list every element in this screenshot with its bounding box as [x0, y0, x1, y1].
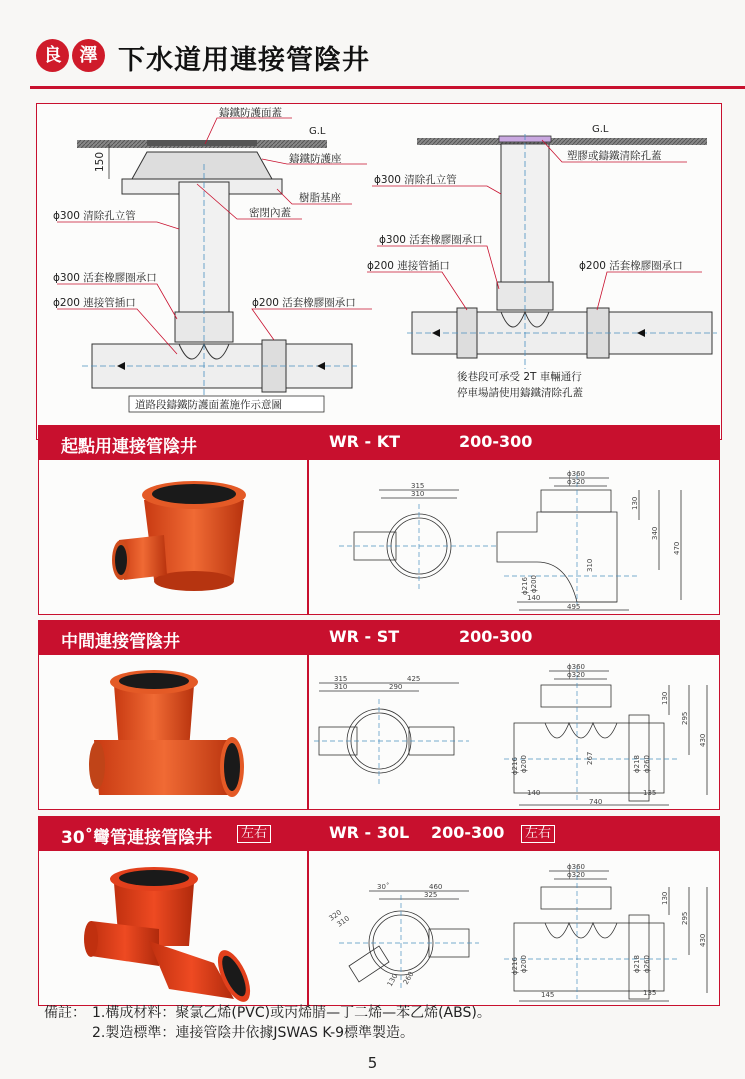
label-riser-right: ϕ300 清除孔立管 [374, 174, 457, 186]
dim-st-290: 290 [389, 683, 403, 691]
product-name-st: 中間連接管陰井 [61, 632, 180, 652]
dim-kt-495: 495 [567, 603, 581, 611]
dim-st-740: 740 [589, 798, 603, 806]
dim-30l-130b: 130 [385, 972, 400, 988]
label-cover: 鑄鐵防護面蓋 [219, 107, 282, 119]
product-name-kt: 起點用連接管陰井 [61, 437, 197, 457]
label-cap: 塑膠或鑄鐵清除孔蓋 [567, 150, 662, 162]
dim-st-430: 430 [699, 733, 707, 747]
note-2: 2.製造標準：連接管陰井依據JSWAS K-9標準製造。 [92, 1025, 415, 1041]
dim-30l-d200: ϕ200 [520, 955, 528, 973]
cast-iron-seat [132, 152, 272, 179]
dim-30l-30deg: 30˚ [377, 883, 390, 891]
drawing-30l [309, 851, 719, 1005]
dim-30l-135: 135 [643, 989, 657, 997]
dim-30l-310: 310 [335, 914, 352, 929]
note-1: 1.構成材料：聚氯乙烯(PVC)或丙烯腈—丁二烯—苯乙烯(ABS)。 [92, 1005, 491, 1021]
header-rule [30, 86, 745, 89]
product-code-30l: WR - 30L [329, 823, 410, 842]
dim-kt-d200: ϕ200 [530, 575, 538, 593]
label-seat: 鑄鐵防護座 [289, 153, 342, 165]
page-title: 下水道用連接管陰井 [118, 45, 370, 76]
dim-st-d200: ϕ200 [520, 755, 528, 773]
dim-kt-130: 130 [631, 496, 639, 510]
left-scene [53, 106, 372, 412]
dim-st-267: 267 [586, 751, 594, 765]
product-photo-kt [39, 460, 307, 614]
dim-30l-325: 325 [424, 891, 438, 899]
gl-label-right: G.L [592, 124, 609, 135]
dim-kt-d320: ϕ320 [567, 478, 585, 486]
product-size-30l: 200-300 [431, 823, 505, 842]
dim-st-d260: ϕ260 [643, 755, 651, 773]
label-riser-left: ϕ300 清除孔立管 [53, 210, 136, 222]
dim-st-130: 130 [661, 691, 669, 705]
caption-left: 道路段鑄鐵防護面蓋施作示意圖 [135, 399, 282, 411]
dim-st-425: 425 [407, 675, 421, 683]
label-socket200-left: ϕ200 活套橡膠圈承口 [252, 297, 356, 309]
dim-30l-d260: ϕ260 [643, 955, 651, 973]
dim-kt-315: 315 [411, 482, 425, 490]
product-card-30l [38, 816, 720, 1006]
dim-30l-d218: ϕ218 [633, 955, 641, 973]
dim-st-295: 295 [681, 711, 689, 725]
dim-30l-295: 295 [681, 911, 689, 925]
dim-st-d320: ϕ320 [567, 671, 585, 679]
dim-30l-260b: 260 [401, 970, 416, 986]
dim-st-d360: ϕ360 [567, 663, 585, 671]
dim-30l-d216: ϕ216 [511, 957, 519, 975]
notes-lead: 備註： [44, 1005, 86, 1021]
installation-diagram-svg [37, 104, 723, 441]
drawing-st [309, 655, 719, 809]
label-socket200-right: ϕ200 活套橡膠圈承口 [579, 260, 683, 272]
dim-kt-d216: ϕ216 [521, 577, 529, 595]
dim-30l-320: 320 [327, 908, 344, 923]
brand-mark-1: 良 [36, 39, 69, 72]
product-size-st: 200-300 [459, 627, 533, 646]
installation-diagram [36, 103, 722, 440]
dim-150: 150 [94, 151, 106, 172]
dim-30l-130: 130 [661, 891, 669, 905]
product-size-kt: 200-300 [459, 432, 533, 451]
product-header-kt [39, 426, 719, 460]
dim-30l-d360: ϕ360 [567, 863, 585, 871]
dim-30l-430: 430 [699, 933, 707, 947]
right-scene [367, 124, 717, 399]
lr-badge-code: 左右 [521, 825, 555, 843]
product-code-st: WR - ST [329, 627, 400, 646]
dim-kt-140: 140 [527, 594, 541, 602]
product-card-st [38, 620, 720, 810]
product-photo-30l [39, 851, 307, 1005]
dim-kt-340: 340 [651, 526, 659, 540]
dim-kt-310: 310 [411, 490, 425, 498]
product-code-kt: WR - KT [329, 432, 401, 451]
product-card-kt [38, 425, 720, 615]
dim-st-310: 310 [334, 683, 348, 691]
drawing-kt [309, 460, 719, 614]
dim-30l-460: 460 [429, 883, 443, 891]
lr-badge-name: 左右 [237, 825, 271, 843]
dim-30l-145: 145 [541, 991, 555, 999]
page-header [0, 0, 745, 92]
label-resin: 樹脂基座 [299, 192, 341, 204]
gl-label-left: G.L [309, 126, 326, 137]
product-photo-st [39, 655, 307, 809]
label-spigot200-left: ϕ200 連接管插口 [53, 297, 136, 309]
label-socket300-left: ϕ300 活套橡膠圈承口 [53, 272, 157, 284]
brand-mark-2: 澤 [72, 39, 105, 72]
dim-kt-470: 470 [673, 541, 681, 555]
dim-kt-310v: 310 [586, 558, 594, 572]
product-header-st [39, 621, 719, 655]
caption-right-1: 後巷段可承受 2T 車輛通行 [457, 371, 582, 383]
dim-st-d218: ϕ218 [633, 755, 641, 773]
label-spigot200-right: ϕ200 連接管插口 [367, 260, 450, 272]
dim-st-d216: ϕ216 [511, 757, 519, 775]
dim-st-135: 135 [643, 789, 657, 797]
label-socket300-right: ϕ300 活套橡膠圈承口 [379, 234, 483, 246]
dim-st-315: 315 [334, 675, 348, 683]
label-seal: 密閉內蓋 [249, 207, 291, 219]
notes [44, 1003, 491, 1043]
dim-st-140: 140 [527, 789, 541, 797]
dim-30l-d320: ϕ320 [567, 871, 585, 879]
product-header-30l [39, 817, 719, 851]
dim-kt-d360: ϕ360 [567, 470, 585, 478]
cast-iron-cover [147, 140, 257, 146]
caption-right-2: 停車場請使用鑄鐵清除孔蓋 [457, 387, 583, 399]
product-name-30l: 30˚彎管連接管陰井 [61, 828, 213, 848]
ground-slab-right [417, 138, 707, 145]
page-number: 5 [367, 1054, 378, 1072]
